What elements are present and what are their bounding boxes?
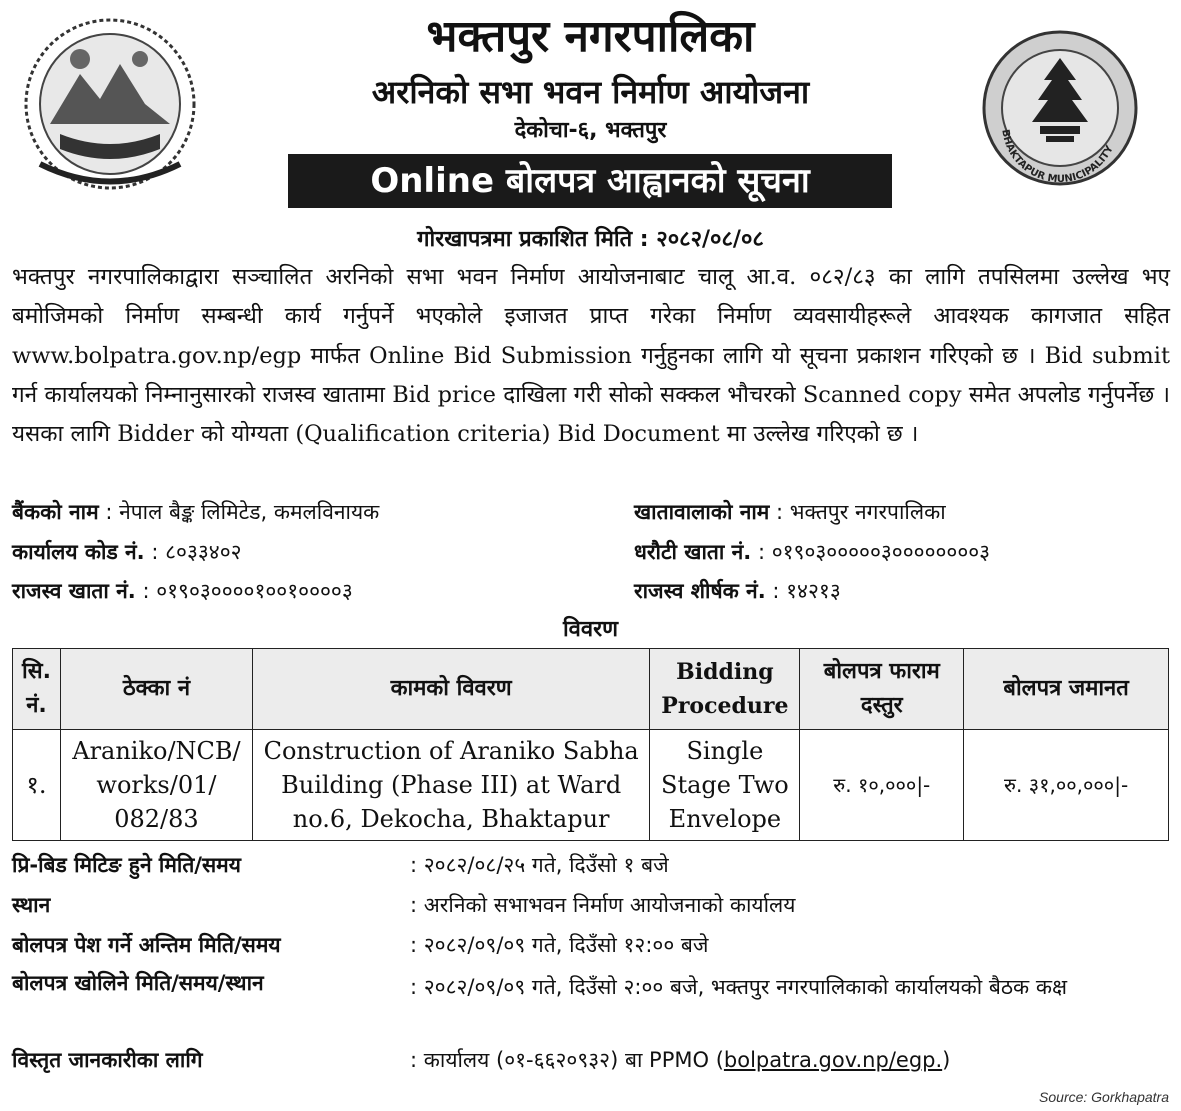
schedule-row xyxy=(12,968,1172,1040)
notice-paragraph: भक्तपुर नगरपालिकाद्वारा सञ्चालित अरनिको सभा भवन निर्माण आयोजनाबाट चालू आ.व. ०८२/८३ का लागि तपसिलमा उल्लेख भए बमोजिमको निर्माण सम्बन्धी कार्य गर्नुपर्ने भएकोले इजाजत प्राप्त गरेका निर्माण व्यवसायीहरूले आवश्यक कागजात सहित www.bolpatra.gov.np/egp मार्फत Online Bid Submission गर्नुहुनका लागि यो सूचना प्रकाशन गरिएको छ । Bid submit गर्न कार्यालयको निम्नानुसारको राजस्व खातामा Bid price दाखिला गरी सोको सक्कल भौचरको Scanned copy समेत अपलोड गर्नुपर्नेछ । यसका लागि Bidder को योग्यता (Qualification criteria) Bid Document मा उल्लेख गरिएको छ । xyxy=(12,264,1170,448)
deposit-label: धरौटी खाता नं. xyxy=(634,540,752,564)
bank-name-row xyxy=(12,497,379,527)
cell-contract-no: Araniko/NCB/ works/01/ 082/83 xyxy=(60,730,252,841)
revenue-head-row xyxy=(634,576,841,606)
project-title: अरनिको सभा भवन निर्माण आयोजना xyxy=(371,73,810,111)
contact-prefix: : कार्यालय (०१-६६२०९३२) बा PPMO ( xyxy=(410,1048,724,1072)
cell-procedure: Single Stage Two Envelope xyxy=(650,730,800,841)
col-header-sn: सि. नं. xyxy=(13,649,61,730)
cell-description: Construction of Araniko Sabha Building (Phase III) at Ward no.6, Dekocha, Bhaktapur xyxy=(252,730,649,841)
schedule-value: : २०८२/०८/२५ गते, दिउँसो १ बजे xyxy=(410,853,669,877)
revenue-account-value: : ०१९०३००००१००१००००३ xyxy=(142,579,353,603)
holder-value: : भक्तपुर नगरपालिका xyxy=(776,500,946,524)
col-header-description: कामको विवरण xyxy=(252,649,649,730)
notice-banner: Online बोलपत्र आह्वानको सूचना xyxy=(288,154,892,208)
schedule-label: विस्तृत जानकारीका लागि xyxy=(12,1048,203,1072)
municipality-title: भक्तपुर नगरपालिका xyxy=(426,11,755,62)
deposit-row xyxy=(634,537,990,567)
cell-sn: १. xyxy=(13,730,61,841)
cell-bid-security: रु. ३१,००,०००|- xyxy=(964,730,1169,841)
col-header-form-fee: बोलपत्र फाराम दस्तुर xyxy=(800,649,964,730)
published-date: गोरखापत्रमा प्रकाशित मिति : २०८२/०८/०८ xyxy=(417,227,764,252)
holder-row xyxy=(634,497,946,527)
table-header-row xyxy=(13,649,1169,730)
office-code-row xyxy=(12,537,242,567)
schedule-value: : २०८२/०९/०९ गते, दिउँसो १२:०० बजे xyxy=(410,933,709,957)
tender-table xyxy=(12,648,1169,841)
office-code-label: कार्यालय कोड नं. xyxy=(12,540,145,564)
contact-suffix: ) xyxy=(942,1048,951,1072)
schedule-label: बोलपत्र खोलिने मिति/समय/स्थान xyxy=(12,971,264,995)
holder-label: खातावालाको नाम xyxy=(634,500,770,524)
schedule-value xyxy=(410,1045,1170,1075)
schedule-label: बोलपत्र पेश गर्ने अन्तिम मिति/समय xyxy=(12,933,281,957)
revenue-head-value: : १४२१३ xyxy=(772,579,841,603)
revenue-account-row xyxy=(12,576,353,606)
col-header-bid-security: बोलपत्र जमानत xyxy=(964,649,1169,730)
bank-label: बैंकको नाम xyxy=(12,500,99,524)
schedule-label: प्रि-बिड मिटिङ हुने मिति/समय xyxy=(12,853,241,877)
schedule-value: : अरनिको सभाभवन निर्माण आयोजनाको कार्यालय xyxy=(410,893,796,917)
source-credit: Source: Gorkhapatra xyxy=(1039,1089,1169,1105)
cell-form-fee: रु. १०,०००|- xyxy=(800,730,964,841)
address: देकोचा-६, भक्तपुर xyxy=(514,118,667,143)
col-header-procedure: Bidding Procedure xyxy=(650,649,800,730)
logo-text: BHAKTAPUR MUNICIPALITY xyxy=(999,128,1116,186)
table-row xyxy=(13,730,1169,841)
schedule-value: : २०८२/०९/०९ गते, दिउँसो २:०० बजे, भक्तपुर नगरपालिकाको कार्यालयको बैठक कक्ष xyxy=(410,975,1068,999)
egp-link[interactable]: bolpatra.gov.np/egp. xyxy=(723,1048,943,1072)
office-code-value: : ८०३३४०२ xyxy=(151,540,242,564)
bank-value: : नेपाल बैङ्क लिमिटेड, कमलविनायक xyxy=(105,500,380,524)
revenue-head-label: राजस्व शीर्षक नं. xyxy=(634,579,766,603)
col-header-contract-no: ठेक्का नं xyxy=(60,649,252,730)
revenue-account-label: राजस्व खाता नं. xyxy=(12,579,136,603)
section-title: विवरण xyxy=(562,617,619,642)
schedule-label: स्थान xyxy=(12,893,51,917)
deposit-value: : ०१९०३०००००३००००००००३ xyxy=(757,540,991,564)
